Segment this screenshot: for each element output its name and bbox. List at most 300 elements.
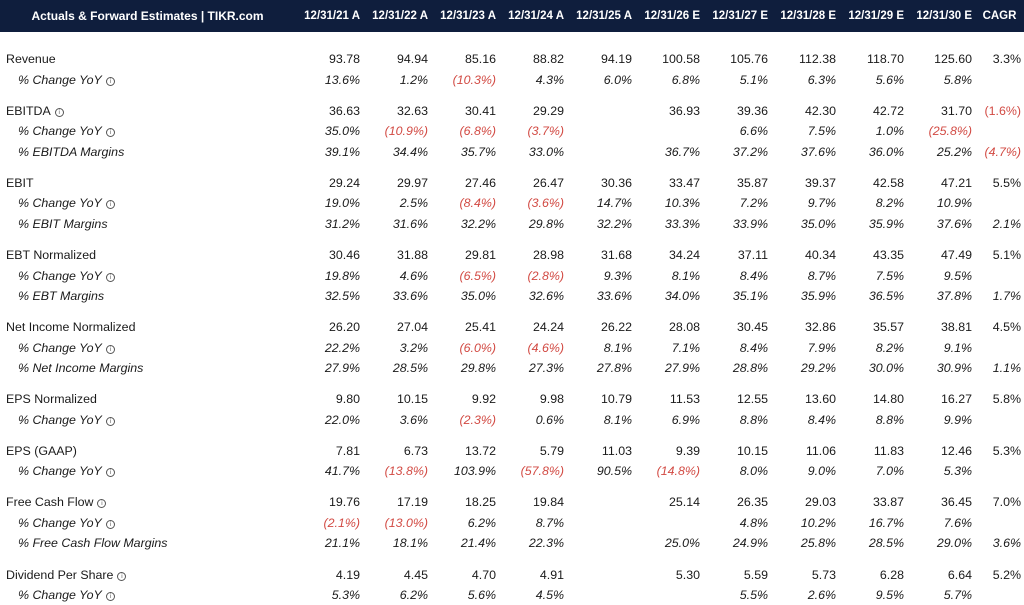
value-cell: 27.46 [464,175,496,190]
row-label-text: % EBT Margins [18,289,105,304]
value-cell: 19.84 [532,495,564,510]
value-cell: 8.4% [739,340,768,355]
value-cell: 25.14 [668,495,700,510]
value-cell: 47.49 [940,248,972,263]
row-label-ebt-margins [0,286,295,307]
value-cell: (6.0%) [459,340,496,355]
value-cell: 42.58 [872,175,904,190]
value-cell: 32.63 [396,103,428,118]
value-cell: 31.68 [600,248,632,263]
value-cell: 2.6% [807,588,836,602]
table-row [0,49,1024,70]
value-cell [635,513,703,534]
value-cell: 34.4% [392,144,428,159]
value-cell: 19.0% [324,196,360,211]
value-cell: (2.8%) [527,268,564,283]
value-cell: 13.72 [464,443,496,458]
value-cell: 105.76 [730,52,768,67]
value-cell: 6.9% [671,412,700,427]
value-cell: 28.8% [732,361,768,376]
value-cell: 29.97 [396,175,428,190]
value-cell: (2.1%) [323,515,360,530]
value-cell: 8.8% [739,412,768,427]
period-header[interactable]: 12/31/30 E [916,10,972,22]
value-cell: 6.2% [399,588,428,602]
value-cell: 29.0% [936,536,972,551]
value-cell: 9.5% [875,588,904,602]
value-cell: 5.5% [739,588,768,602]
table-row [0,245,1024,266]
cagr-cell [975,121,1024,142]
value-cell: 34.24 [668,248,700,263]
value-cell: 8.2% [875,196,904,211]
value-cell: 7.6% [943,515,972,530]
table-row [0,492,1024,513]
value-cell: 37.6% [800,144,836,159]
info-icon[interactable]: i [106,592,115,601]
value-cell: 5.3% [943,464,972,479]
value-cell: 22.3% [528,536,564,551]
row-label-eps-normalized [0,389,295,410]
row-label-ebit [0,173,295,194]
value-cell: 41.7% [324,464,360,479]
value-cell: 6.28 [879,567,904,582]
value-cell: 9.3% [603,268,632,283]
value-cell: 1.0% [875,124,904,139]
value-cell: 0.6% [535,412,564,427]
value-cell: 3.2% [399,340,428,355]
info-icon[interactable]: i [106,128,115,137]
info-icon[interactable]: i [106,345,115,354]
value-cell: 85.16 [464,52,496,67]
value-cell: 13.6% [324,72,360,87]
value-cell: 35.9% [868,216,904,231]
row-label-text: Dividend Per Share [6,567,114,582]
period-header[interactable]: 12/31/25 A [576,10,632,22]
info-icon[interactable]: i [106,468,115,477]
info-icon[interactable]: i [106,77,115,86]
value-cell: 32.2% [596,216,632,231]
value-cell: (6.8%) [459,124,496,139]
value-cell: 9.98 [539,392,564,407]
value-cell: 25.2% [936,144,972,159]
value-cell: (3.7%) [527,124,564,139]
cagr-cell: 5.5% [992,175,1021,190]
value-cell: (6.5%) [459,268,496,283]
table-row [0,513,1024,534]
row-label-text: EPS Normalized [6,392,97,407]
table-row [0,193,1024,214]
value-cell: 8.1% [671,268,700,283]
value-cell: 35.7% [460,144,496,159]
value-cell: 30.36 [600,175,632,190]
value-cell: 36.7% [664,144,700,159]
value-cell: 10.15 [736,443,768,458]
value-cell: (57.8%) [520,464,564,479]
cagr-cell [975,265,1024,286]
period-header[interactable]: 12/31/22 A [372,10,428,22]
info-icon[interactable]: i [117,572,126,581]
row-spacer [0,482,1024,493]
cagr-cell [975,193,1024,214]
value-cell: 8.7% [535,515,564,530]
value-cell: 7.9% [807,340,836,355]
row-label-change-yoy [0,121,295,142]
value-cell: 36.93 [668,103,700,118]
value-cell: 28.08 [668,320,700,335]
cagr-cell [975,461,1024,482]
row-label-eps-gaap [0,441,295,462]
value-cell [567,564,635,585]
value-cell: 4.91 [539,567,564,582]
cagr-cell [975,409,1024,430]
value-cell: (10.9%) [384,124,428,139]
value-cell: 16.27 [940,392,972,407]
value-cell: (13.8%) [384,464,428,479]
cagr-cell [975,337,1024,358]
period-header[interactable]: 12/31/26 E [644,10,700,22]
row-spacer [0,430,1024,441]
value-cell: 12.55 [736,392,768,407]
value-cell: 5.30 [675,567,700,582]
value-cell: 34.0% [664,289,700,304]
value-cell: 37.11 [737,248,768,263]
row-label-text: EPS (GAAP) [6,443,77,458]
row-spacer [0,234,1024,245]
cagr-cell: (1.6%) [984,103,1021,118]
cagr-cell: 3.3% [992,52,1021,67]
row-label-text: EBITDA [6,103,51,118]
value-cell: 28.98 [532,248,564,263]
row-label-change-yoy [0,409,295,430]
value-cell: 5.73 [811,567,836,582]
value-cell: 40.34 [804,248,836,263]
table-row [0,265,1024,286]
value-cell: 25.8% [800,536,836,551]
value-cell [635,121,703,142]
value-cell: 37.8% [936,289,972,304]
value-cell: 39.37 [804,175,836,190]
value-cell: (2.3%) [459,412,496,427]
value-cell: (8.4%) [459,196,496,211]
value-cell: 30.0% [868,361,904,376]
value-cell: 16.7% [868,515,904,530]
value-cell: 29.8% [528,216,564,231]
row-label-net-income-margins [0,358,295,379]
row-label-free-cash-flow-margins [0,533,295,554]
cagr-cell: 7.0% [992,495,1021,510]
value-cell [567,142,635,163]
row-label-ebt-normalized [0,245,295,266]
value-cell: 33.47 [668,175,700,190]
value-cell: 8.4% [739,268,768,283]
row-label-dividend-per-share [0,564,295,585]
cagr-cell: 5.2% [992,567,1021,582]
value-cell [567,533,635,554]
value-cell: 93.78 [328,52,360,67]
value-cell: 24.9% [732,536,768,551]
value-cell: 4.8% [739,515,768,530]
value-cell: 125.60 [934,52,972,67]
row-label-text: % Change YoY [18,340,102,355]
value-cell: 94.94 [396,52,428,67]
cagr-cell: (4.7%) [984,144,1021,159]
row-label-text: EBIT [6,175,34,190]
value-cell: 35.0% [324,124,360,139]
row-label-text: % Change YoY [18,588,102,602]
value-cell: 5.7% [943,588,972,602]
value-cell: 26.22 [600,320,632,335]
value-cell: 35.87 [736,175,768,190]
value-cell: 7.2% [739,196,768,211]
value-cell: 10.9% [936,196,972,211]
value-cell: 36.0% [868,144,904,159]
value-cell: 30.9% [936,361,972,376]
value-cell [567,492,635,513]
value-cell: 8.4% [807,412,836,427]
value-cell: 27.04 [396,320,428,335]
period-header[interactable]: 12/31/24 A [508,10,564,22]
value-cell: 29.03 [804,495,836,510]
cagr-cell: 5.1% [992,248,1021,263]
row-label-ebitda-margins [0,142,295,163]
value-cell: 4.19 [335,567,360,582]
table-row [0,564,1024,585]
value-cell: 6.6% [739,124,768,139]
value-cell: 4.45 [403,567,428,582]
value-cell: 112.38 [799,52,836,67]
value-cell: 27.8% [596,361,632,376]
value-cell: 10.3% [664,196,700,211]
value-cell: (4.6%) [527,340,564,355]
row-spacer [0,32,1024,49]
value-cell: 28.5% [868,536,904,551]
value-cell: 39.1% [324,144,360,159]
row-label-text: EBT Normalized [6,248,96,263]
value-cell: 9.80 [335,392,360,407]
value-cell: 37.2% [732,144,768,159]
value-cell: (14.8%) [656,464,700,479]
value-cell: 6.0% [603,72,632,87]
table-row [0,461,1024,482]
value-cell: 19.8% [324,268,360,283]
value-cell: 43.35 [872,248,904,263]
value-cell: (25.8%) [928,124,972,139]
value-cell: 7.5% [875,268,904,283]
row-label-text: % Change YoY [18,124,102,139]
cagr-cell: 1.1% [992,361,1021,376]
value-cell: 33.9% [732,216,768,231]
period-header[interactable]: 12/31/23 A [440,10,496,22]
value-cell: 12.46 [940,443,972,458]
value-cell: 31.2% [324,216,360,231]
value-cell: 32.86 [804,320,836,335]
info-icon[interactable]: i [55,108,64,117]
row-spacer [0,162,1024,173]
value-cell: 26.47 [532,175,564,190]
value-cell: 9.1% [943,340,972,355]
value-cell: 42.72 [872,103,904,118]
value-cell: 5.59 [743,567,768,582]
value-cell: 33.3% [664,216,700,231]
value-cell: 30.41 [464,103,496,118]
value-cell: 94.19 [600,52,632,67]
value-cell: 9.7% [807,196,836,211]
value-cell: 11.03 [601,443,632,458]
row-label-text: % EBIT Margins [18,216,108,231]
row-label-text: % Change YoY [18,412,102,427]
value-cell: 33.6% [596,289,632,304]
value-cell: (10.3%) [452,72,496,87]
row-label-change-yoy [0,337,295,358]
value-cell: 29.81 [464,248,496,263]
value-cell [567,101,635,122]
info-icon[interactable]: i [106,273,115,282]
value-cell: 8.1% [603,412,632,427]
info-icon[interactable]: i [97,499,106,508]
value-cell: 8.8% [875,412,904,427]
cagr-header[interactable]: CAGR [982,10,1017,22]
value-cell: 3.6% [399,412,428,427]
table-body [0,32,1024,605]
value-cell: 4.70 [471,567,496,582]
info-icon[interactable]: i [106,200,115,209]
cagr-cell [975,70,1024,91]
cagr-cell: 5.3% [992,443,1021,458]
value-cell: 29.2% [800,361,836,376]
table-row [0,533,1024,554]
value-cell [567,121,635,142]
cagr-cell: 1.7% [992,289,1021,304]
value-cell: 32.5% [324,289,360,304]
value-cell: 5.8% [943,72,972,87]
value-cell: 6.73 [403,443,428,458]
row-label-change-yoy [0,513,295,534]
value-cell: 35.57 [872,320,904,335]
value-cell: 8.2% [875,340,904,355]
value-cell: 7.81 [335,443,360,458]
value-cell: (13.0%) [384,515,428,530]
info-icon[interactable]: i [106,520,115,529]
value-cell: 36.45 [940,495,972,510]
value-cell: 27.9% [664,361,700,376]
table-row [0,317,1024,338]
value-cell: 21.4% [460,536,496,551]
value-cell: 30.45 [736,320,768,335]
value-cell: 26.20 [328,320,360,335]
table-row [0,358,1024,379]
value-cell: 90.5% [596,464,632,479]
row-spacer [0,306,1024,317]
value-cell: 24.24 [532,320,564,335]
value-cell: 19.76 [328,495,360,510]
value-cell: 103.9% [453,464,496,479]
row-label-text: Revenue [6,52,56,67]
value-cell: 31.70 [940,103,972,118]
table-row [0,441,1024,462]
row-label-text: % Net Income Margins [18,361,144,376]
row-label-text: % Change YoY [18,464,102,479]
value-cell: 4.5% [535,588,564,602]
value-cell: 31.88 [396,248,428,263]
value-cell: 18.25 [464,495,496,510]
value-cell: 10.2% [800,515,836,530]
value-cell: 32.6% [528,289,564,304]
value-cell: (3.6%) [527,196,564,211]
value-cell: 5.6% [467,588,496,602]
table-row [0,286,1024,307]
value-cell: 10.15 [396,392,428,407]
period-header[interactable]: 12/31/27 E [712,10,768,22]
cagr-cell: 4.5% [992,320,1021,335]
period-header[interactable]: 12/31/29 E [848,10,904,22]
value-cell: 9.39 [675,443,700,458]
value-cell: 8.1% [603,340,632,355]
value-cell: 33.0% [528,144,564,159]
value-cell: 7.5% [807,124,836,139]
value-cell: 28.5% [392,361,428,376]
value-cell: 39.36 [736,103,768,118]
row-label-text: % Change YoY [18,196,102,211]
value-cell: 37.6% [936,216,972,231]
row-spacer [0,554,1024,565]
value-cell: 38.81 [940,320,972,335]
value-cell: 1.2% [399,72,428,87]
row-label-text: % Change YoY [18,72,102,87]
value-cell: 27.9% [324,361,360,376]
row-label-ebitda [0,101,295,122]
table-row [0,389,1024,410]
period-header[interactable]: 12/31/28 E [780,10,836,22]
value-cell: 9.9% [943,412,972,427]
value-cell: 27.3% [528,361,564,376]
value-cell: 36.63 [328,103,360,118]
value-cell: 31.6% [392,216,428,231]
value-cell: 88.82 [532,52,564,67]
value-cell: 33.6% [392,289,428,304]
value-cell: 25.41 [464,320,496,335]
table-row [0,101,1024,122]
row-label-change-yoy [0,193,295,214]
value-cell: 32.2% [460,216,496,231]
value-cell: 29.8% [460,361,496,376]
value-cell: 35.1% [732,289,768,304]
cagr-cell: 2.1% [992,216,1021,231]
info-icon[interactable]: i [106,417,115,426]
value-cell: 6.8% [671,72,700,87]
value-cell: 6.3% [807,72,836,87]
value-cell: 33.87 [872,495,904,510]
value-cell: 11.53 [669,392,700,407]
value-cell: 35.0% [460,289,496,304]
value-cell: 7.1% [671,340,700,355]
value-cell: 42.30 [804,103,836,118]
row-label-text: Net Income Normalized [6,320,136,335]
table-row [0,70,1024,91]
value-cell [567,513,635,534]
table-title: Actuals & Forward Estimates | TIKR.com [31,9,264,23]
row-label-text: Free Cash Flow [6,495,94,510]
period-header[interactable]: 12/31/21 A [304,10,360,22]
value-cell: 36.5% [868,289,904,304]
row-label-revenue [0,49,295,70]
value-cell: 100.58 [662,52,700,67]
value-cell: 10.79 [600,392,632,407]
value-cell: 5.1% [739,72,768,87]
value-cell: 5.79 [539,443,564,458]
value-cell: 2.5% [399,196,428,211]
row-label-net-income-normalized [0,317,295,338]
